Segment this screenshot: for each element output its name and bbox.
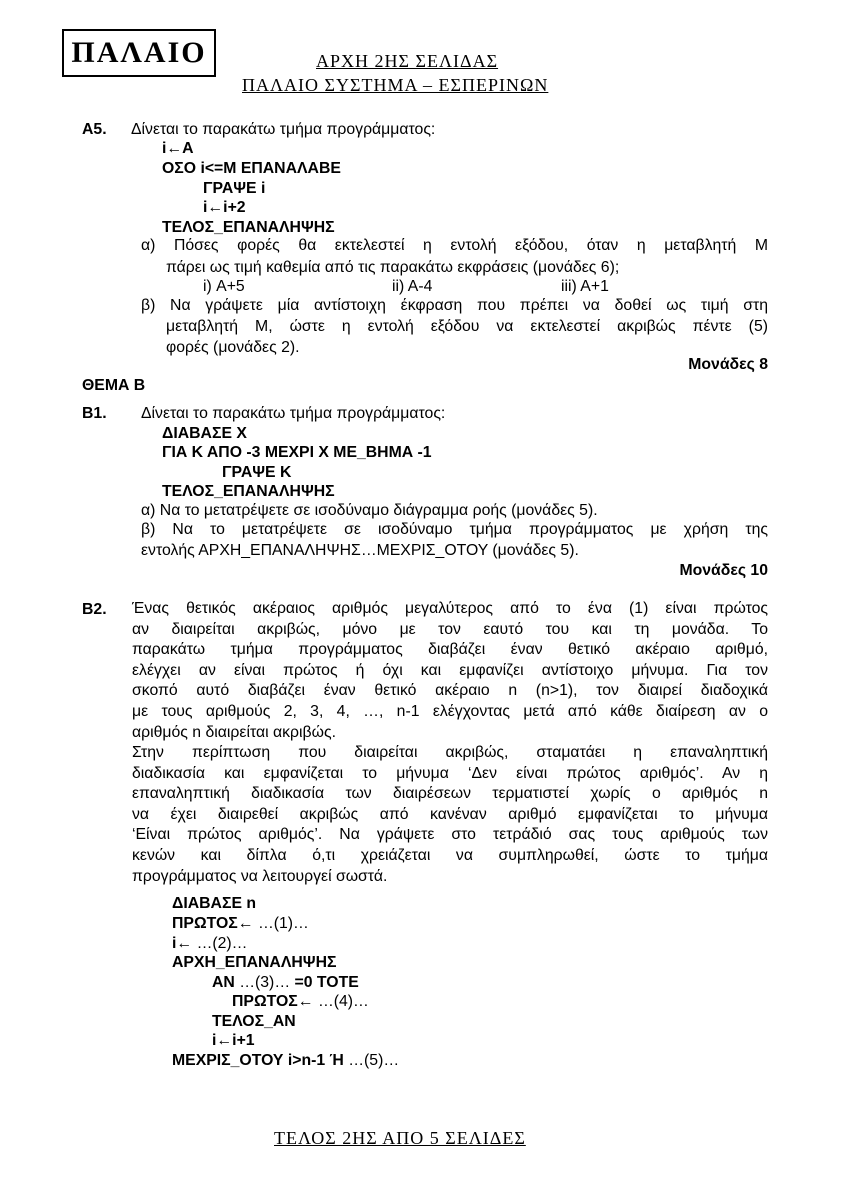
text-line: α) Πόσες φορές θα εκτελεστεί η εντολή εξόδου, όταν η μεταβλητή Μ xyxy=(141,237,768,254)
b2-code-line: i←i+1 xyxy=(212,1032,255,1049)
b1-points: Μονάδες 10 xyxy=(679,562,768,579)
a5-points: Μονάδες 8 xyxy=(688,356,768,373)
a5-question-b xyxy=(141,296,768,317)
version-badge: ΠΑΛΑΙΟ xyxy=(62,29,216,77)
text-line: μεταβλητή Μ, ώστε η εντολή εξόδου να εκτελεστεί ακριβώς πέντε (5) xyxy=(166,318,768,335)
b1-intro: Δίνεται το παρακάτω τμήμα προγράμματος: xyxy=(141,405,446,422)
b1-code-line: ΤΕΛΟΣ_ΕΠΑΝΑΛΗΨΗΣ xyxy=(162,483,335,500)
b1-code-line: ΓΙΑ Κ ΑΠΟ -3 ΜΕΧΡΙ Χ ΜΕ_ΒΗΜΑ -1 xyxy=(162,444,432,461)
a5-code-line: ΤΕΛΟΣ_ΕΠΑΝΑΛΗΨΗΣ xyxy=(162,219,335,236)
text-line: επαναληπτική διαδικασία των διαιρέσεων τερματιστεί χωρίς ο αριθμός n xyxy=(132,785,768,803)
text-line: αριθμός n διαιρείται ακριβώς. xyxy=(132,723,336,741)
text-line: κενών και δίπλα ό,τι χρειάζεται να συμπληρωθεί, ώστε το τμήμα xyxy=(132,846,768,864)
text-line: ‘Είναι πρώτος αριθμός’. Να γράψετε στο τετράδιό σας τους αριθμούς των xyxy=(132,826,768,844)
a5-label: Α5. xyxy=(82,121,107,138)
a5-code-line: ΟΣΟ i<=M ΕΠΑΝΑΛΑΒΕ xyxy=(162,160,341,177)
a5-option: i) Α+5 xyxy=(203,278,245,295)
b1-code-line: ΓΡΑΨΕ Κ xyxy=(222,464,292,481)
a5-intro: Δίνεται το παρακάτω τμήμα προγράμματος: xyxy=(131,121,436,138)
b2-code-line: ΑΡΧΗ_ΕΠΑΝΑΛΗΨΗΣ xyxy=(172,954,337,971)
blank-5: …(5)… xyxy=(348,1052,400,1069)
b2-label: Β2. xyxy=(82,601,107,618)
b1-question-a: α) Να το μετατρέψετε σε ισοδύναμο διάγραμμα ροής (μονάδες 5). xyxy=(141,502,598,519)
page-footer: ΤΕΛΟΣ 2ΗΣ ΑΠΟ 5 ΣΕΛΙΔΕΣ xyxy=(274,1128,526,1148)
a5-code-line: ΓΡΑΨΕ i xyxy=(203,180,266,197)
b2-paragraph-2 xyxy=(132,743,768,887)
text-line: εντολής ΑΡΧΗ_ΕΠΑΝΑΛΗΨΗΣ…ΜΕΧΡΙΣ_ΟΤΟΥ (μονάδες 5). xyxy=(141,542,579,559)
b1-label: Β1. xyxy=(82,405,107,422)
b2-code-line: ΤΕΛΟΣ_ΑΝ xyxy=(212,1013,296,1030)
theme-b-heading: ΘΕΜΑ Β xyxy=(82,377,146,394)
b2-code-line: ΠΡΩΤΟΣ← …(4)… xyxy=(232,993,369,1010)
a5-option: ii) A-4 xyxy=(392,278,433,295)
b1-code-line: ΔΙΑΒΑΣΕ Χ xyxy=(162,425,247,442)
blank-3: …(3)… xyxy=(239,974,295,991)
a5-option: iii) A+1 xyxy=(561,278,609,295)
text-line: ελέγχει αν είναι πρώτος ή όχι και εμφανίζει αντίστοιχο μήνυμα. Για τον xyxy=(132,661,768,679)
a5-question-a xyxy=(141,236,768,257)
text-line: σκοπό αυτό διαβάζει έναν θετικό ακέραιο n (n>1), τον διαιρεί διαδοχικά xyxy=(132,682,768,700)
blank-4: …(4)… xyxy=(317,993,369,1010)
b2-code-line: ΠΡΩΤΟΣ← …(1)… xyxy=(172,915,309,932)
system-header: ΠΑΛΑΙΟ ΣΥΣΤΗΜΑ – ΕΣΠΕΡΙΝΩΝ xyxy=(242,75,549,95)
text-line: β) Να γράψετε μία αντίστοιχη έκφραση που πρέπει να δοθεί ως τιμή στη xyxy=(141,297,768,314)
b1-question-b xyxy=(141,520,768,541)
b2-paragraph-1 xyxy=(132,599,768,743)
text-line: β) Να το μετατρέψετε σε ισοδύναμο τμήμα προγράμματος με χρήση της xyxy=(141,521,768,538)
a5-code-line: i←i+2 xyxy=(203,199,246,216)
page-start-header: ΑΡΧΗ 2ΗΣ ΣΕΛΙΔΑΣ xyxy=(316,51,499,71)
blank-2: …(2)… xyxy=(196,935,248,952)
b2-code-line: ΔΙΑΒΑΣΕ n xyxy=(172,895,257,912)
text-line: αν διαιρείται ακριβώς, μόνο με τον εαυτό του και τη μονάδα. Το xyxy=(132,620,768,638)
text-line: Ένας θετικός ακέραιος αριθμός μεγαλύτερος από το ένα (1) είναι πρώτος xyxy=(132,600,768,617)
blank-1: …(1)… xyxy=(257,915,309,932)
b2-code-line: ΜΕΧΡΙΣ_ΟΤΟΥ i>n-1 Ή …(5)… xyxy=(172,1052,400,1069)
text-line: προγράμματος να λειτουργεί σωστά. xyxy=(132,867,388,885)
a5-question-b-cont xyxy=(166,317,768,338)
text-line: με τους αριθμούς 2, 3, 4, …, n-1 ελέγχοντας μετά από κάθε διαίρεση αν ο xyxy=(132,702,768,720)
a5-code-line: i←Α xyxy=(162,140,194,157)
text-line: πάρει ως τιμή καθεμία από τις παρακάτω εκφράσεις (μονάδες 6); xyxy=(166,259,620,276)
text-line: παρακάτω τμήμα προγράμματος διαβάζει έναν θετικό ακέραιο αριθμό, xyxy=(132,641,768,659)
text-line: φορές (μονάδες 2). xyxy=(166,339,300,356)
text-line: διαδικασία και εμφανίζεται το μήνυμα ‘Δεν είναι πρώτος αριθμός’. Αν η xyxy=(132,764,768,782)
text-line: να έχει διαιρεθεί ακριβώς από κανέναν αριθμό εμφανίζεται το μήνυμα xyxy=(132,805,768,823)
text-line: Στην περίπτωση που διαιρείται ακριβώς, σταματάει η επαναληπτική xyxy=(132,744,768,761)
b2-code-line: i← …(2)… xyxy=(172,935,248,952)
b2-code-line: ΑΝ …(3)… =0 ΤΟΤΕ xyxy=(212,974,359,991)
